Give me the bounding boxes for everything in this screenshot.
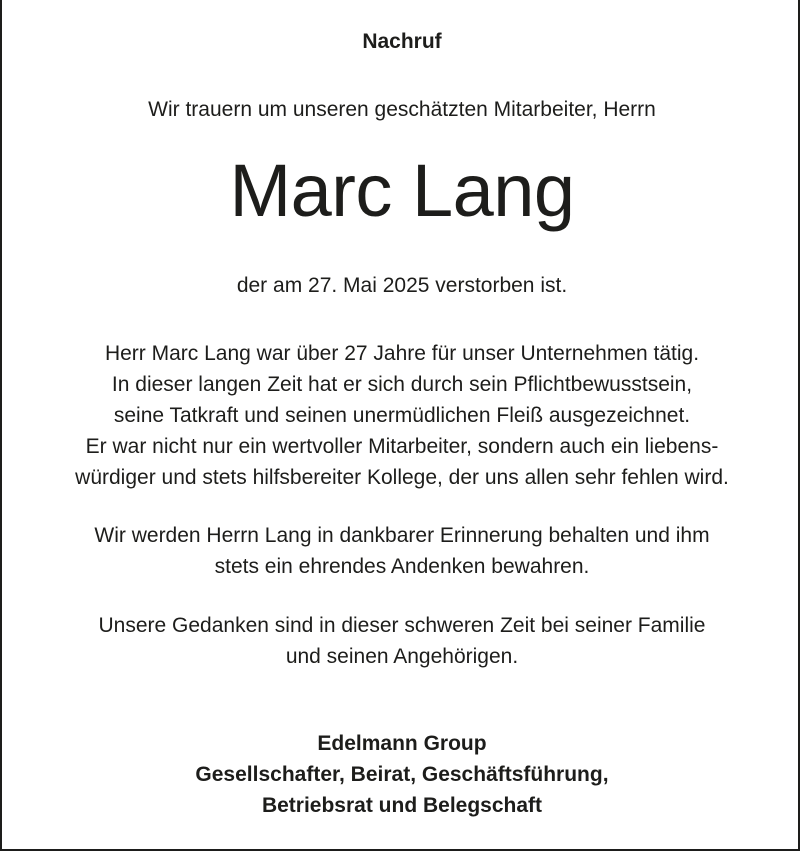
paragraph-line: Er war nicht nur ein wertvoller Mitarbeiter, sondern auch ein liebens- <box>85 435 719 458</box>
death-date-line: der am 27. Mai 2025 verstorben ist. <box>236 274 568 297</box>
paragraph-line: würdiger und stets hilfsbereiter Kollege, der uns allen sehr fehlen wird. <box>75 466 729 489</box>
paragraph-line: stets ein ehrendes Andenken bewahren. <box>214 555 590 578</box>
tribute-paragraph <box>2 338 800 493</box>
paragraph-line: seine Tatkraft und seinen unermüdlichen Fleiß ausgezeichnet. <box>113 404 691 427</box>
condolence-paragraph <box>2 610 800 672</box>
remembrance-paragraph <box>2 520 800 582</box>
deceased-name: Marc Lang <box>229 149 575 232</box>
notice-heading: Nachruf <box>362 30 442 53</box>
paragraph-line: Unsere Gedanken sind in dieser schweren Zeit bei seiner Familie <box>98 614 706 637</box>
signature-company: Edelmann Group <box>317 732 487 755</box>
paragraph-line: In dieser langen Zeit hat er sich durch sein Pflichtbewusstsein, <box>111 373 693 396</box>
signature-line: Gesellschafter, Beirat, Geschäftsführung, <box>195 763 609 786</box>
paragraph-line: Herr Marc Lang war über 27 Jahre für unser Unternehmen tätig. <box>104 342 700 365</box>
paragraph-line: Wir werden Herrn Lang in dankbarer Erinnerung behalten und ihm <box>94 524 710 547</box>
signature-line: Betriebsrat und Belegschaft <box>261 794 543 817</box>
paragraph-line: und seinen Angehörigen. <box>285 645 519 668</box>
intro-line: Wir trauern um unseren geschätzten Mitarbeiter, Herrn <box>148 98 656 121</box>
